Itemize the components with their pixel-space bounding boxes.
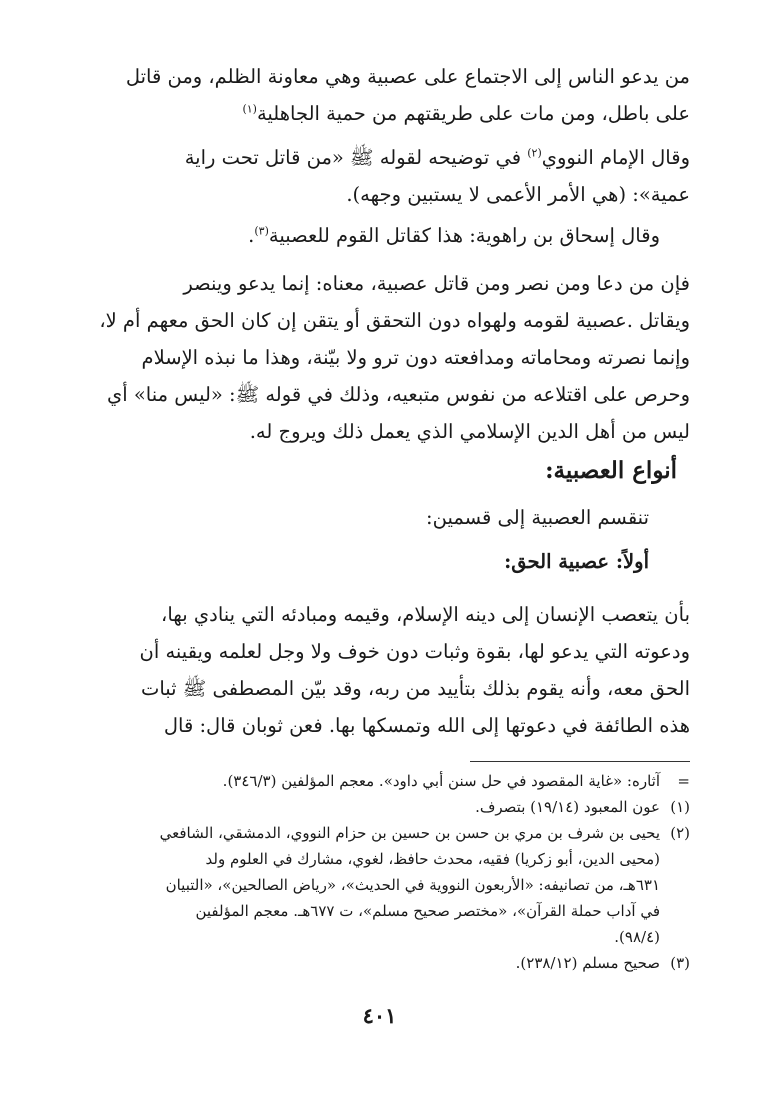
paragraph-3-line-1 <box>72 217 690 254</box>
footnote-2-line-3: ٦٣١هـ، من تصانيفه: «الأربعون النووية في الحديث»، «رياض الصالحين»، «التبيان <box>165 876 660 894</box>
page-number: ٤٠١ <box>362 1003 397 1028</box>
footnote-3-number: (٣) <box>670 954 690 972</box>
footnote-1 <box>72 794 690 820</box>
continuation-marker: = <box>677 772 690 790</box>
footnote-ref-2: (٢) <box>527 146 542 160</box>
paragraph-4-line-4: وحرص على اقتلاعه من نفوس متبعيه، وذلك في قوله ﷺ: «ليس منا» أي <box>106 383 690 406</box>
paragraph-3 <box>72 217 690 254</box>
footnote-3 <box>72 950 690 976</box>
footnote-1-number: (١) <box>670 798 690 816</box>
footnote-2-line-1 <box>72 820 690 846</box>
paragraph-5 <box>72 596 690 744</box>
footnote-3-text: صحيح مسلم (٢٣٨/١٢). <box>515 954 660 972</box>
paragraph-5-line-4: هذه الطائفة في دعوتها إلى الله وتمسكها بها. فعن ثوبان قال: قال <box>163 714 690 737</box>
subsection-heading: أولاً: عصبية الحق: <box>504 550 649 573</box>
footnote-2-number: (٢) <box>670 824 690 842</box>
paragraph-2-line-1-a: وقال الإمام النووي <box>541 146 690 169</box>
footnote-continuation <box>72 768 690 794</box>
paragraph-3-text: وقال إسحاق بن راهوية: هذا كقاتل القوم للعصبية <box>268 224 660 247</box>
paragraph-5-line-1: بأن يتعصب الإنسان إلى دينه الإسلام، وقيمه ومبادئه التي ينادي بها، <box>161 603 690 626</box>
section-heading: أنواع العصبية: <box>545 457 677 484</box>
paragraph-3-end: . <box>248 224 255 247</box>
paragraph-4-line-5: ليس من أهل الدين الإسلامي الذي يعمل ذلك ويروج له. <box>249 420 690 443</box>
paragraph-1-line-1: من يدعو الناس إلى الاجتماع على عصبية وهي معاونة الظلم، ومن قاتل <box>125 65 690 88</box>
footnote-2-line-2: (محيى الدين، أبو زكريا) فقيه، محدث حافظ، لغوي، مشارك في العلوم ولد <box>205 850 660 868</box>
paragraph-1 <box>72 58 690 132</box>
paragraph-2-line-1 <box>72 139 690 176</box>
footnote-2-line-4: في آداب حملة القرآن»، «مختصر صحيح مسلم»، ت ٦٧٧هـ. معجم المؤلفين <box>195 902 660 920</box>
footnote-ref-3: (٣) <box>254 224 269 238</box>
footnote-2-line-5: (٩٨/٤). <box>614 928 660 946</box>
paragraph-4-line-1: فإن من دعا ومن نصر ومن قاتل عصبية، معناه: إنما يدعو وينصر <box>183 272 690 295</box>
paragraph-5-line-3: الحق معه، وأنه يقوم بذلك بتأييد من ربه، وقد بيّن المصطفى ﷺ ثبات <box>140 677 690 700</box>
paragraph-4-line-3: وإنما نصرته ومحاماته ومدافعته دون ترو ولا بيّنة، وهذا ما نبذه الإسلام <box>141 346 690 369</box>
paragraph-5-line-2: ودعوته التي يدعو لها، بقوة وثبات دون خوف ولا وجل لعلمه ويقينه أن <box>139 640 690 663</box>
continuation-text: آثاره: «غاية المقصود في حل سنن أبي داود». معجم المؤلفين (٣٤٦/٣). <box>222 772 660 790</box>
footnote-divider <box>470 761 690 762</box>
footnote-2-text-1: يحيى بن شرف بن مري بن حسن بن حسين بن حزام النووي، الدمشقي، الشافعي <box>159 824 660 842</box>
paragraph-1-line-2-text: على باطل، ومن مات على طريقتهم من حمية الجاهلية <box>256 102 690 125</box>
paragraph-2 <box>72 139 690 213</box>
paragraph-2-line-2: عمية»: (هي الأمر الأعمى لا يستبين وجهه). <box>346 183 690 206</box>
paragraph-4 <box>72 265 690 450</box>
footnote-1-text: عون المعبود (١٩/١٤) بتصرف. <box>475 798 660 816</box>
paragraph-2-line-1-b: في توضيحه لقوله ﷺ «من قاتل تحت راية <box>184 146 528 169</box>
footnotes <box>72 768 690 976</box>
footnote-ref-1: (١) <box>242 102 257 116</box>
paragraph-1-line-2 <box>72 95 690 132</box>
intro-line: تنقسم العصبية إلى قسمين: <box>426 506 649 529</box>
paragraph-4-line-2: ويقاتل .عصبية لقومه ولهواه دون التحقق أو يتقن إن كان الحق معهم أم لا، <box>99 309 690 332</box>
